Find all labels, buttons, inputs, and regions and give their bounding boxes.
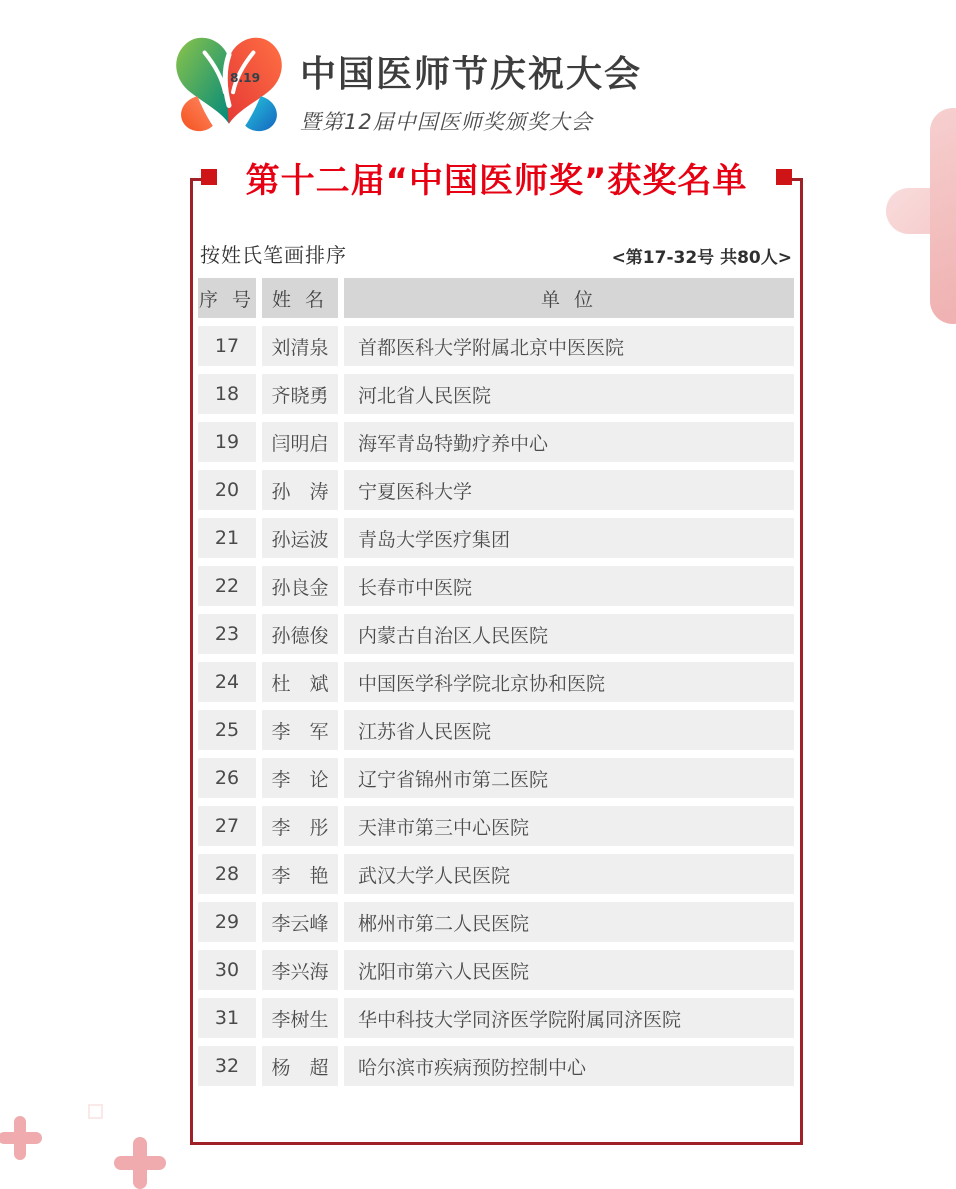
column-header-number: 序 号 [198,278,256,318]
row-number-cell: 32 [198,1046,256,1086]
row-number-cell: 28 [198,854,256,894]
row-org-cell: 沈阳市第六人民医院 [344,950,794,990]
row-org-cell: 宁夏医科大学 [344,470,794,510]
table-row [198,662,794,702]
table-row [198,614,794,654]
row-name-cell: 齐晓勇 [262,374,338,414]
row-org-cell: 天津市第三中心医院 [344,806,794,846]
row-org-cell: 海军青岛特勤疗养中心 [344,422,794,462]
red-square-icon [776,169,792,185]
row-org-cell: 华中科技大学同济医学院附属同济医院 [344,998,794,1038]
table-row [198,710,794,750]
row-number-cell: 20 [198,470,256,510]
row-org-cell: 内蒙古自治区人民医院 [344,614,794,654]
row-number-cell: 21 [198,518,256,558]
row-name-cell: 李 艳 [262,854,338,894]
row-name-cell: 刘清泉 [262,326,338,366]
row-number-cell: 25 [198,710,256,750]
row-name-cell: 杨 超 [262,1046,338,1086]
logo-badge-819: 8.19 [230,71,261,86]
sort-order-note: 按姓氏笔画排序 [200,243,347,267]
table-row [198,518,794,558]
row-org-cell: 长春市中医院 [344,566,794,606]
table-row [198,326,794,366]
row-name-cell: 李 彤 [262,806,338,846]
row-org-cell: 河北省人民医院 [344,374,794,414]
decor-cross-large [860,116,956,316]
award-list-title: 第十二届“中国医师奖”获奖名单 [245,160,748,201]
table-row [198,566,794,606]
table-row [198,422,794,462]
page-range-note: <第17-32号 共80人> [611,248,792,268]
row-name-cell: 孙运波 [262,518,338,558]
row-org-cell: 哈尔滨市疾病预防控制中心 [344,1046,794,1086]
physicians-day-logo [166,24,292,136]
column-header-name: 姓 名 [262,278,338,318]
row-org-cell: 中国医学科学院北京协和医院 [344,662,794,702]
award-list-banner [201,152,792,202]
row-name-cell: 闫明启 [262,422,338,462]
row-number-cell: 19 [198,422,256,462]
table-row [198,1046,794,1086]
column-header-org: 单 位 [344,278,794,318]
award-list-content [193,181,800,1086]
table-row [198,374,794,414]
table-row [198,902,794,942]
row-name-cell: 李兴海 [262,950,338,990]
table-row [198,950,794,990]
row-number-cell: 22 [198,566,256,606]
row-name-cell: 李树生 [262,998,338,1038]
row-org-cell: 江苏省人民医院 [344,710,794,750]
row-number-cell: 18 [198,374,256,414]
row-name-cell: 李云峰 [262,902,338,942]
row-name-cell: 孙 涛 [262,470,338,510]
row-number-cell: 26 [198,758,256,798]
row-org-cell: 郴州市第二人民医院 [344,902,794,942]
decor-bar [133,1137,147,1189]
list-meta-row [198,239,794,278]
row-name-cell: 孙良金 [262,566,338,606]
row-org-cell: 首都医科大学附属北京中医医院 [344,326,794,366]
table-row [198,806,794,846]
logo-heart-hands [176,38,282,131]
decor-cross-small-2 [114,1137,166,1189]
red-square-icon [201,169,217,185]
conference-subtitle: 暨第12届中国医师奖颁奖大会 [300,110,593,134]
row-name-cell: 杜 斌 [262,662,338,702]
row-number-cell: 23 [198,614,256,654]
row-org-cell: 武汉大学人民医院 [344,854,794,894]
table-row [198,998,794,1038]
table-row [198,470,794,510]
decor-square-faint [88,1104,103,1119]
row-number-cell: 24 [198,662,256,702]
award-list-frame [190,178,803,1145]
decor-cross-large-vbar [930,108,956,324]
row-name-cell: 李 军 [262,710,338,750]
table-row [198,758,794,798]
decor-cross-small-1 [0,1116,42,1160]
table-body [198,326,794,1086]
table-row [198,854,794,894]
row-org-cell: 青岛大学医疗集团 [344,518,794,558]
row-number-cell: 27 [198,806,256,846]
conference-title: 中国医师节庆祝大会 [300,54,643,95]
row-org-cell: 辽宁省锦州市第二医院 [344,758,794,798]
row-number-cell: 29 [198,902,256,942]
row-number-cell: 17 [198,326,256,366]
masthead [300,46,642,136]
table-header-row [198,278,794,318]
decor-bar [14,1116,26,1160]
row-number-cell: 31 [198,998,256,1038]
row-name-cell: 孙德俊 [262,614,338,654]
row-name-cell: 李 论 [262,758,338,798]
row-number-cell: 30 [198,950,256,990]
